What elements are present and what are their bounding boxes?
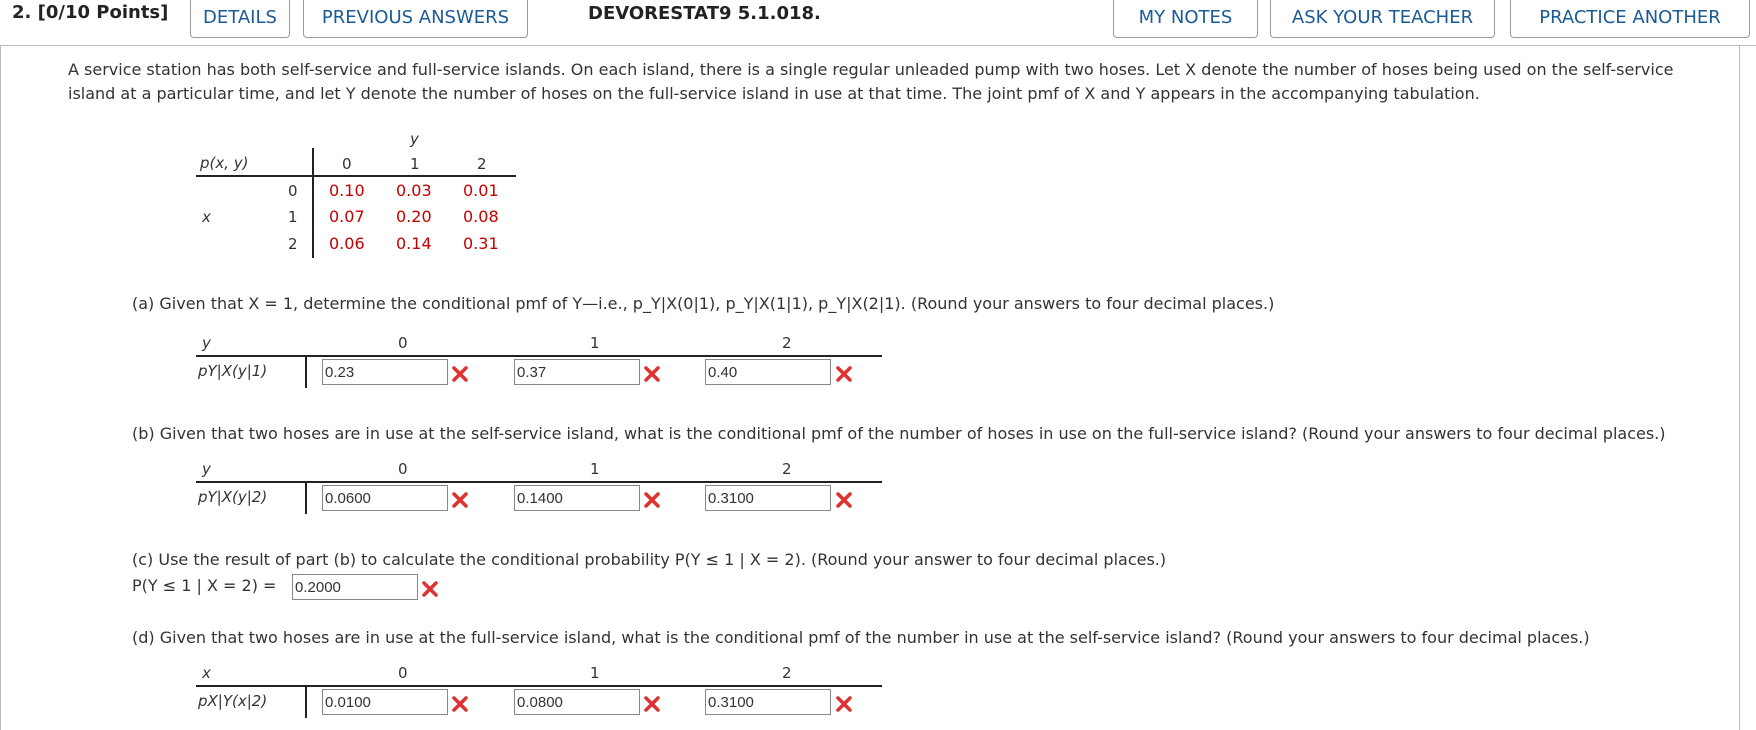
x-mark-icon <box>449 489 471 511</box>
pxy-label: p(x, y) <box>200 154 249 172</box>
x-mark-icon <box>449 363 471 385</box>
part-b-pmf-label: pY|X(y|2) <box>198 488 268 506</box>
part-a-pmf-label: pY|X(y|1) <box>198 362 268 380</box>
x-mark-icon <box>641 693 663 715</box>
joint-table-vrule <box>312 148 314 258</box>
joint-cell-1-1: 0.20 <box>396 207 432 226</box>
details-button[interactable]: DETAILS <box>190 0 290 38</box>
part-c-prompt: (c) Use the result of part (b) to calculate the conditional probability P(Y ≤ 1 | X = 2). (Round your answer to four decimal places.) <box>132 550 1167 569</box>
part-d-col-0: 0 <box>398 664 408 682</box>
part-a-vrule <box>305 356 307 388</box>
part-d-answer-0[interactable] <box>322 689 448 715</box>
x-mark-icon <box>833 693 855 715</box>
joint-y-label: y <box>410 130 419 148</box>
part-d-vrule <box>305 686 307 718</box>
part-a-col-0: 0 <box>398 334 408 352</box>
part-d-answer-1[interactable] <box>514 689 640 715</box>
x-mark-icon <box>833 363 855 385</box>
part-a-prompt-start: (a) Given that X = 1, determine the conditional pmf of Y—i.e., <box>132 294 628 313</box>
joint-cell-2-2: 0.31 <box>463 234 499 253</box>
x-mark-icon <box>641 363 663 385</box>
my-notes-button[interactable]: MY NOTES <box>1113 0 1258 38</box>
joint-cell-1-2: 0.08 <box>463 207 499 226</box>
joint-cell-0-1: 0.03 <box>396 181 432 200</box>
joint-x-value-1: 1 <box>288 208 298 226</box>
part-b-hrule <box>196 481 882 483</box>
part-a-col-1: 1 <box>590 334 600 352</box>
ask-your-teacher-button[interactable]: ASK YOUR TEACHER <box>1270 0 1495 38</box>
part-b-vrule <box>305 482 307 514</box>
joint-cell-0-0: 0.10 <box>329 181 365 200</box>
part-a-answer-2[interactable] <box>705 359 831 385</box>
joint-x-value-2: 2 <box>288 235 298 253</box>
x-mark-icon <box>449 693 471 715</box>
intro-line-2: island at a particular time, and let Y denote the number of hoses on the full-service island in use at that time. The joint pmf of X and Y appears in the accompanying tabulation. <box>68 84 1480 103</box>
joint-cell-2-0: 0.06 <box>329 234 365 253</box>
part-d-col-2: 2 <box>782 664 792 682</box>
part-b-col-2: 2 <box>782 460 792 478</box>
part-b-answer-2[interactable] <box>705 485 831 511</box>
part-a-prompt <box>132 292 1274 316</box>
part-b-col-1: 1 <box>590 460 600 478</box>
joint-cell-1-0: 0.07 <box>329 207 365 226</box>
joint-cell-0-2: 0.01 <box>463 181 499 200</box>
part-d-answer-2[interactable] <box>705 689 831 715</box>
question-number: 2. [0/10 Points] <box>12 2 169 23</box>
joint-table-hrule <box>196 175 516 177</box>
x-mark-icon <box>833 489 855 511</box>
joint-y-value-1: 1 <box>410 155 420 173</box>
part-d-prompt: (d) Given that two hoses are in use at the full-service island, what is the conditional pmf of the number in use at the self-service island? (Round your answers to four decimal places.) <box>132 628 1590 647</box>
part-a-col-2: 2 <box>782 334 792 352</box>
part-c-answer[interactable] <box>292 574 418 600</box>
part-a-hrule <box>196 355 882 357</box>
question-header <box>0 0 1756 46</box>
part-d-x-label: x <box>202 664 211 682</box>
part-a-answer-0[interactable] <box>322 359 448 385</box>
joint-x-value-0: 0 <box>288 182 298 200</box>
part-c-label: P(Y ≤ 1 | X = 2) = <box>132 576 277 595</box>
practice-another-button[interactable]: PRACTICE ANOTHER <box>1510 0 1750 38</box>
part-a-prompt-terms: p_Y|X(0|1), p_Y|X(1|1), p_Y|X(2|1). <box>632 294 906 313</box>
joint-cell-2-1: 0.14 <box>396 234 432 253</box>
part-b-prompt: (b) Given that two hoses are in use at the self-service island, what is the conditional pmf of the number of hoses in use on the full-service island? (Round your answers to four decimal places.) <box>132 424 1666 443</box>
part-a-prompt-end: (Round your answers to four decimal places.) <box>910 294 1275 313</box>
part-b-answer-1[interactable] <box>514 485 640 511</box>
part-d-hrule <box>196 685 882 687</box>
part-b-col-0: 0 <box>398 460 408 478</box>
part-a-y-label: y <box>202 334 211 352</box>
part-b-y-label: y <box>202 460 211 478</box>
joint-y-value-2: 2 <box>477 155 487 173</box>
problem-code: DEVORESTAT9 5.1.018. <box>588 3 821 24</box>
part-d-col-1: 1 <box>590 664 600 682</box>
joint-x-label: x <box>202 208 211 226</box>
x-mark-icon <box>641 489 663 511</box>
part-b-answer-0[interactable] <box>322 485 448 511</box>
x-mark-icon <box>419 578 441 600</box>
part-a-answer-1[interactable] <box>514 359 640 385</box>
part-d-pmf-label: pX|Y(x|2) <box>198 692 268 710</box>
joint-y-value-0: 0 <box>342 155 352 173</box>
intro-line-1: A service station has both self-service and full-service islands. On each island, there is a single regular unleaded pump with two hoses. Let X denote the number of hoses being used on the self-service <box>68 60 1674 79</box>
previous-answers-button[interactable]: PREVIOUS ANSWERS <box>303 0 528 38</box>
